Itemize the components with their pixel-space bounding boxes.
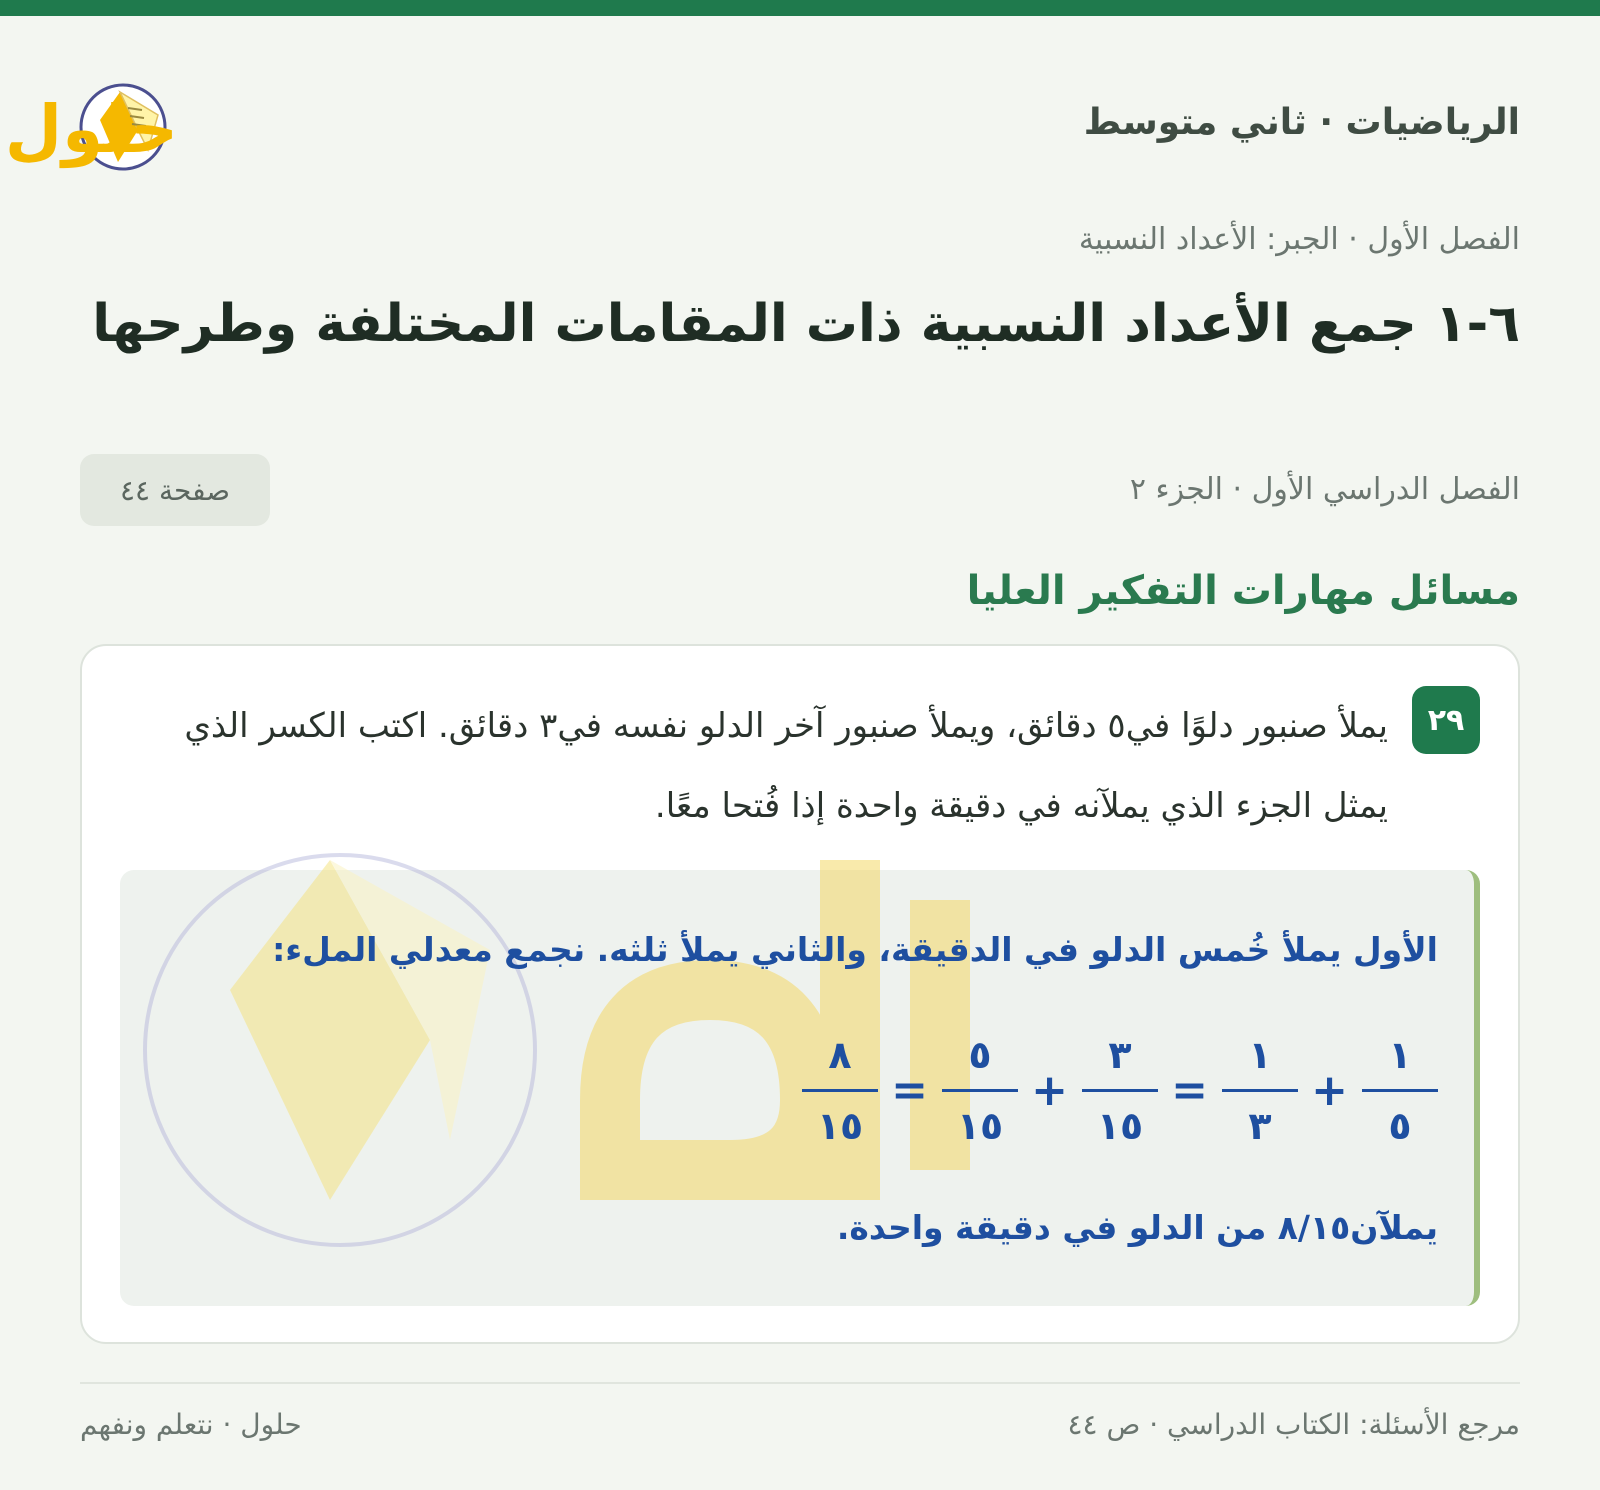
fraction-denominator: ١٥ — [1096, 1103, 1144, 1148]
answer-conclusion: يملآن٨/١٥ من الدلو في دقيقة واحدة. — [836, 1208, 1438, 1247]
logo-book-icon — [4, 70, 370, 190]
fraction-bar — [942, 1089, 1018, 1092]
fraction-denominator: ١٥ — [816, 1103, 864, 1148]
footer-reference: مرجع الأسئلة: الكتاب الدراسي · ص ٤٤ — [1067, 1408, 1520, 1441]
footer-divider — [80, 1382, 1520, 1384]
fraction — [942, 1029, 1018, 1152]
top-accent-bar — [0, 0, 1600, 16]
svg-text:حلول: حلول — [4, 91, 178, 168]
fraction-equation — [802, 1020, 1438, 1160]
plus-operator: + — [1311, 1064, 1348, 1116]
semester-meta: الفصل الدراسي الأول · الجزء ٢ — [1129, 472, 1520, 507]
fraction-denominator: ٥ — [1388, 1103, 1412, 1148]
fraction-bar — [1362, 1089, 1438, 1092]
answer-explanation: الأول يملأ خُمس الدلو في الدقيقة، والثاني يملأ ثلثه. نجمع معدلي الملء: — [272, 930, 1438, 969]
answer-box — [120, 870, 1480, 1306]
plus-operator: + — [1031, 1064, 1068, 1116]
fraction-denominator: ١٥ — [956, 1103, 1004, 1148]
fraction-numerator: ١ — [1388, 1032, 1412, 1077]
lesson-title: ٦-١ جمع الأعداد النسبية ذات المقامات المختلفة وطرحها — [92, 294, 1520, 354]
equals-operator: = — [1171, 1064, 1208, 1116]
question-number-badge: ٢٩ — [1412, 686, 1480, 754]
fraction-denominator: ٣ — [1248, 1103, 1272, 1148]
fraction — [1362, 1029, 1438, 1152]
fraction — [1222, 1029, 1298, 1152]
fraction-numerator: ٨ — [828, 1032, 852, 1077]
footer-brand: حلول · نتعلم ونفهم — [80, 1408, 302, 1441]
page-header — [4, 70, 1520, 190]
question-text: يملأ صنبور دلوًا في٥ دقائق، ويملأ صنبور آخر الدلو نفسه في٣ دقائق. اكتب الكسر الذي يمثل الجزء الذي يملآنه في دقيقة واحدة إذا فُتحا معًا. — [184, 706, 1388, 826]
fraction-result — [802, 1029, 878, 1152]
fraction-bar — [1222, 1089, 1298, 1092]
fraction-numerator: ٥ — [968, 1032, 992, 1077]
breadcrumb: الفصل الأول · الجبر: الأعداد النسبية — [1078, 222, 1520, 257]
fraction — [1082, 1029, 1158, 1152]
equals-operator: = — [891, 1064, 928, 1116]
question-card — [80, 644, 1520, 1344]
fraction-bar — [802, 1089, 878, 1092]
fraction-numerator: ١ — [1248, 1032, 1272, 1077]
fraction-bar — [1082, 1089, 1158, 1092]
subject-label: الرياضيات · ثاني متوسط — [1083, 102, 1520, 143]
hulul-logo[interactable] — [4, 70, 370, 190]
fraction-numerator: ٣ — [1108, 1032, 1132, 1077]
section-title: مسائل مهارات التفكير العليا — [966, 568, 1520, 614]
page-badge[interactable]: صفحة ٤٤ — [80, 454, 270, 526]
